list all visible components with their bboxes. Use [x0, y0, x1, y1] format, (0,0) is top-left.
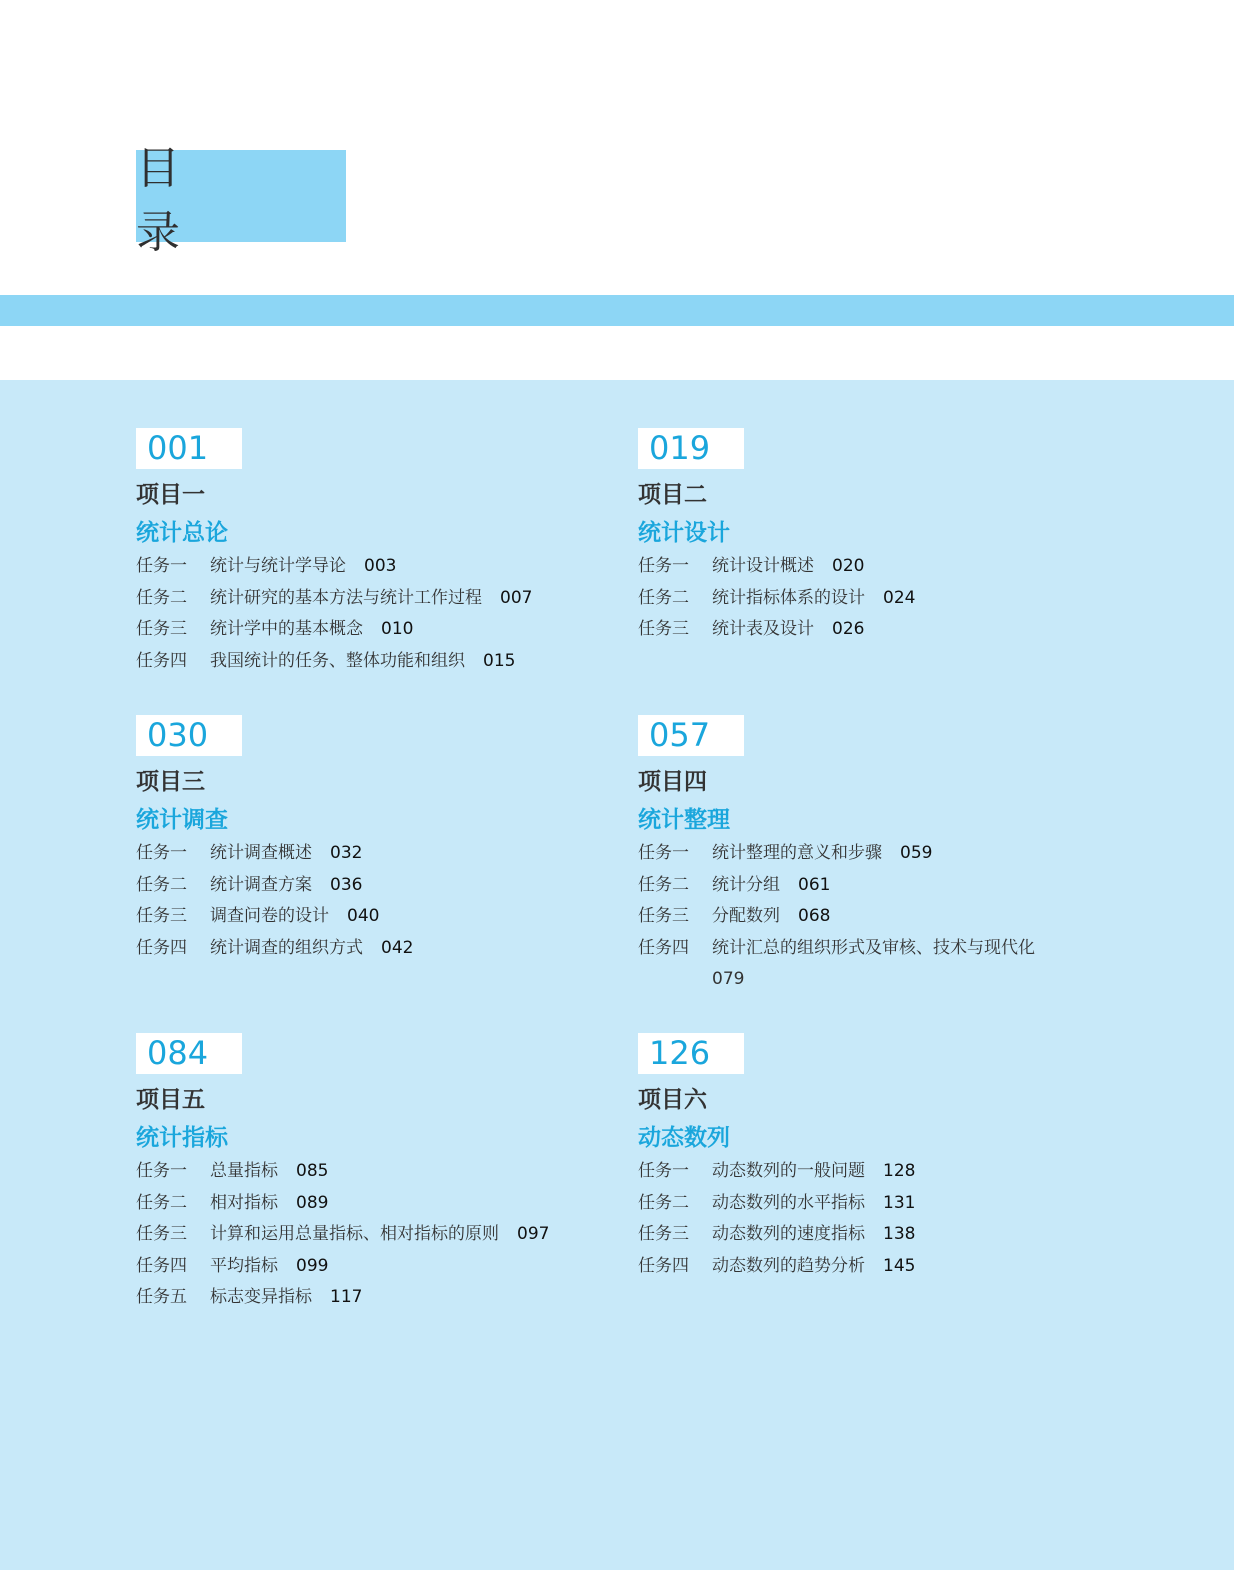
task-title: 统计表及设计	[712, 619, 814, 639]
task-title-line	[712, 1219, 1108, 1251]
project-label: 项目二	[638, 482, 707, 508]
project-topic[interactable]: 统计总论	[136, 520, 228, 546]
task-label: 任务一	[638, 1161, 689, 1181]
task-page: 059	[900, 843, 933, 863]
toc-entry[interactable]	[638, 1251, 1108, 1283]
toc-entry[interactable]	[136, 583, 606, 615]
project-label: 项目六	[638, 1087, 707, 1113]
toc-entry[interactable]	[136, 551, 606, 583]
task-title-line	[210, 901, 606, 933]
task-title: 统计汇总的组织形式及审核、技术与现代化	[712, 937, 1035, 958]
task-page: 032	[330, 843, 363, 863]
task-title-line	[712, 614, 1108, 646]
section-project-5	[136, 1033, 606, 1314]
toc-body	[0, 380, 1234, 1570]
task-label: 任务一	[136, 1161, 187, 1181]
task-title-line	[210, 1219, 606, 1251]
task-page: 036	[330, 874, 363, 895]
task-label: 任务一	[638, 843, 689, 863]
toc-entry[interactable]	[136, 1156, 606, 1188]
task-title-line	[210, 646, 606, 678]
task-page: 145	[883, 1255, 916, 1276]
task-title: 分配数列	[712, 906, 780, 926]
task-title-line	[210, 933, 606, 965]
project-label: 项目三	[136, 769, 205, 795]
task-label: 任务一	[136, 556, 187, 576]
task-label: 任务四	[638, 937, 689, 958]
task-title-line	[712, 1188, 1108, 1220]
toc-entry[interactable]	[638, 1188, 1108, 1220]
toc-entry[interactable]	[638, 933, 1108, 996]
task-label: 任务三	[136, 619, 187, 639]
task-title: 统计指标体系的设计	[712, 587, 865, 608]
toc-entry[interactable]	[638, 838, 1108, 870]
task-title: 我国统计的任务、整体功能和组织	[210, 650, 465, 671]
toc-entry[interactable]	[638, 870, 1108, 902]
project-label: 项目五	[136, 1087, 205, 1113]
task-title: 统计研究的基本方法与统计工作过程	[210, 587, 482, 608]
task-title-line	[712, 551, 1108, 583]
section-page-number[interactable]: 019	[638, 428, 744, 469]
task-page: 003	[364, 556, 397, 576]
task-page: 068	[798, 906, 831, 926]
toc-entry[interactable]	[136, 1251, 606, 1283]
toc-entry[interactable]	[136, 901, 606, 933]
task-title: 调查问卷的设计	[210, 906, 329, 926]
toc-entry[interactable]	[136, 870, 606, 902]
task-title-line	[712, 1156, 1108, 1188]
section-project-6	[638, 1033, 1108, 1282]
header-band	[0, 295, 1234, 326]
task-title-line	[210, 838, 606, 870]
task-label: 任务一	[136, 843, 187, 863]
project-topic[interactable]: 统计指标	[136, 1125, 228, 1151]
task-page: 040	[347, 906, 380, 926]
task-title: 统计分组	[712, 874, 780, 895]
task-title-line	[712, 1251, 1108, 1283]
task-title-line	[712, 933, 1108, 996]
task-label: 任务三	[136, 906, 187, 926]
toc-entry[interactable]	[136, 614, 606, 646]
task-page: 128	[883, 1161, 916, 1181]
task-title: 动态数列的速度指标	[712, 1224, 865, 1244]
task-label: 任务二	[136, 874, 187, 895]
task-title: 总量指标	[210, 1161, 278, 1181]
task-label: 任务三	[638, 906, 689, 926]
task-list	[638, 1156, 1108, 1282]
task-title: 动态数列的水平指标	[712, 1192, 865, 1213]
section-page-number[interactable]: 001	[136, 428, 242, 469]
task-title: 计算和运用总量指标、相对指标的原则	[210, 1224, 499, 1244]
task-title-line	[210, 614, 606, 646]
task-label: 任务一	[638, 556, 689, 576]
task-list	[136, 1156, 606, 1314]
task-title-line	[210, 1188, 606, 1220]
task-title-line	[712, 870, 1108, 902]
section-page-number[interactable]: 057	[638, 715, 744, 756]
task-label: 任务四	[136, 937, 187, 958]
task-title-line	[210, 551, 606, 583]
task-title-line	[712, 838, 1108, 870]
task-title-line	[210, 1251, 606, 1283]
toc-entry[interactable]	[638, 583, 1108, 615]
task-page: 131	[883, 1192, 916, 1213]
task-page: 099	[296, 1255, 329, 1276]
task-label: 任务三	[136, 1224, 187, 1244]
section-page-number[interactable]: 084	[136, 1033, 242, 1074]
section-project-2	[638, 428, 1108, 646]
toc-entry[interactable]	[638, 901, 1108, 933]
toc-entry[interactable]	[638, 1219, 1108, 1251]
section-project-1	[136, 428, 606, 677]
toc-entry[interactable]	[136, 646, 606, 678]
task-list	[136, 551, 606, 677]
project-label: 项目四	[638, 769, 707, 795]
section-project-4	[638, 715, 1108, 996]
project-topic[interactable]: 动态数列	[638, 1125, 730, 1151]
project-topic[interactable]: 统计整理	[638, 807, 730, 833]
task-title: 统计设计概述	[712, 556, 814, 576]
task-page: 020	[832, 556, 865, 576]
task-title: 统计调查的组织方式	[210, 937, 363, 958]
toc-entry[interactable]	[136, 1219, 606, 1251]
section-page-number[interactable]: 126	[638, 1033, 744, 1074]
task-title: 动态数列的一般问题	[712, 1161, 865, 1181]
task-label: 任务二	[638, 1192, 689, 1213]
task-page: 026	[832, 619, 865, 639]
task-title-line	[210, 1282, 606, 1314]
task-title: 统计整理的意义和步骤	[712, 843, 882, 863]
task-title-line	[210, 583, 606, 615]
task-page: 015	[483, 650, 516, 671]
task-title: 统计调查方案	[210, 874, 312, 895]
task-label: 任务四	[136, 650, 187, 671]
task-label: 任务二	[638, 874, 689, 895]
task-label: 任务三	[638, 1224, 689, 1244]
task-page: 117	[330, 1287, 363, 1307]
task-page: 138	[883, 1224, 916, 1244]
task-page: 061	[798, 874, 831, 895]
task-label: 任务五	[136, 1287, 187, 1307]
task-title-line	[210, 1156, 606, 1188]
toc-title: 目 录	[136, 143, 336, 258]
task-title: 统计调查概述	[210, 843, 312, 863]
task-label: 任务三	[638, 619, 689, 639]
task-page: 079	[712, 969, 745, 989]
task-label: 任务二	[136, 1192, 187, 1213]
task-page: 007	[500, 587, 533, 608]
task-page: 085	[296, 1161, 329, 1181]
task-label: 任务二	[136, 587, 187, 608]
task-list	[638, 838, 1108, 996]
toc-entry[interactable]	[136, 1282, 606, 1314]
task-title-line	[210, 870, 606, 902]
project-topic[interactable]: 统计设计	[638, 520, 730, 546]
task-label: 任务二	[638, 587, 689, 608]
task-page: 042	[381, 937, 414, 958]
task-list	[136, 838, 606, 964]
task-title: 相对指标	[210, 1192, 278, 1213]
task-page: 010	[381, 619, 414, 639]
task-title: 标志变异指标	[210, 1287, 312, 1307]
task-page: 089	[296, 1192, 329, 1213]
task-title-line	[712, 583, 1108, 615]
task-label: 任务四	[638, 1255, 689, 1276]
section-page-number[interactable]: 030	[136, 715, 242, 756]
project-topic[interactable]: 统计调查	[136, 807, 228, 833]
toc-entry[interactable]	[638, 614, 1108, 646]
task-title: 统计学中的基本概念	[210, 619, 363, 639]
task-label: 任务四	[136, 1255, 187, 1276]
task-title: 平均指标	[210, 1255, 278, 1276]
toc-title-box	[136, 143, 346, 258]
toc-entry[interactable]	[638, 551, 1108, 583]
task-page: 097	[517, 1224, 550, 1244]
task-title: 动态数列的趋势分析	[712, 1255, 865, 1276]
task-title-line	[712, 901, 1108, 933]
project-label: 项目一	[136, 482, 205, 508]
toc-entry[interactable]	[136, 838, 606, 870]
task-title: 统计与统计学导论	[210, 556, 346, 576]
toc-entry[interactable]	[638, 1156, 1108, 1188]
task-page: 024	[883, 587, 916, 608]
toc-entry[interactable]	[136, 1188, 606, 1220]
task-list	[638, 551, 1108, 646]
toc-entry[interactable]	[136, 933, 606, 965]
section-project-3	[136, 715, 606, 964]
